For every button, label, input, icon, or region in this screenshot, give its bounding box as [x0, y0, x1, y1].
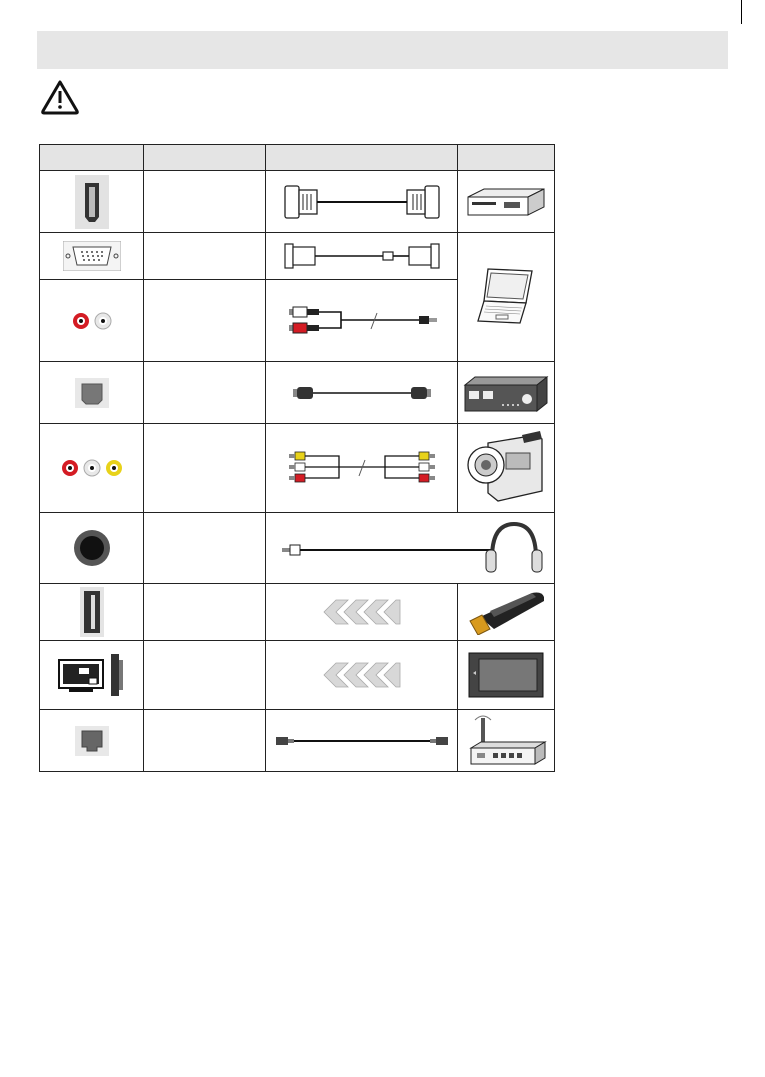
router-icon: [465, 714, 547, 768]
composite-port-icon: [59, 457, 125, 479]
row-label: [144, 710, 266, 772]
insert-arrows-icon: [322, 662, 402, 688]
table-row: [40, 641, 555, 710]
dvd-player-cell: [458, 171, 555, 233]
composite-port-cell: [40, 424, 144, 513]
column-header: [266, 145, 458, 171]
audio-receiver-cell: [458, 362, 555, 424]
table-row: [40, 171, 555, 233]
section-header-band: [37, 31, 728, 69]
ci-insert-cell: [266, 641, 458, 710]
column-header: [458, 145, 555, 171]
composite-cable-cell: [266, 424, 458, 513]
audio-rca-to-jack-cable-icon: [279, 299, 445, 343]
hdmi-port-cell: [40, 171, 144, 233]
router-cell: [458, 710, 555, 772]
vga-port-cell: [40, 233, 144, 280]
cam-module-icon: [467, 651, 545, 699]
ethernet-port-cell: [40, 710, 144, 772]
optical-port-cell: [40, 362, 144, 424]
audio-in-port-icon: [71, 311, 113, 331]
camcorder-cell: [458, 424, 555, 513]
row-label: [144, 280, 266, 362]
row-label: [144, 233, 266, 280]
table-row: [40, 584, 555, 641]
row-label: [144, 424, 266, 513]
table-row: [40, 424, 555, 513]
usb-insert-cell: [266, 584, 458, 641]
composite-av-cable-icon: [279, 446, 445, 490]
headphone-cable-icon: [270, 518, 550, 578]
optical-cable-icon: [279, 383, 445, 403]
audio-in-port-cell: [40, 280, 144, 362]
row-label: [144, 362, 266, 424]
ethernet-cable-icon: [272, 731, 452, 751]
row-label: [144, 641, 266, 710]
ci-slot-cell: [40, 641, 144, 710]
camcorder-icon: [466, 429, 546, 507]
table-row: [40, 233, 555, 280]
hdmi-cable-cell: [266, 171, 458, 233]
ci-slot-tv-icon: [55, 652, 129, 698]
row-label: [144, 584, 266, 641]
vga-port-icon: [63, 241, 121, 271]
insert-arrows-icon: [322, 599, 402, 625]
crop-mark: [741, 0, 742, 24]
table-row: [40, 513, 555, 584]
hdmi-cable-icon: [279, 180, 445, 224]
table-header-row: [40, 145, 555, 171]
laptop-cell: [458, 233, 555, 362]
optical-cable-cell: [266, 362, 458, 424]
cam-module-cell: [458, 641, 555, 710]
connection-table: [39, 144, 555, 772]
warning-icon: [40, 79, 80, 115]
dvd-player-icon: [464, 185, 548, 219]
headphone-cable-cell: [266, 513, 555, 584]
headphone-port-cell: [40, 513, 144, 584]
table-row: [40, 362, 555, 424]
table-row: [40, 710, 555, 772]
vga-cable-icon: [279, 241, 445, 271]
usb-port-cell: [40, 584, 144, 641]
ethernet-cable-cell: [266, 710, 458, 772]
headphones-icon: [486, 524, 542, 572]
laptop-icon: [476, 265, 536, 329]
optical-port-icon: [75, 378, 109, 408]
audio-receiver-icon: [463, 373, 549, 413]
column-header: [40, 145, 144, 171]
headphone-port-icon: [72, 528, 112, 568]
usb-stick-cell: [458, 584, 555, 641]
row-label: [144, 171, 266, 233]
column-header: [144, 145, 266, 171]
hdmi-port-icon: [75, 175, 109, 229]
audio-cable-cell: [266, 280, 458, 362]
ethernet-port-icon: [75, 726, 109, 756]
usb-stick-icon: [466, 589, 546, 635]
usb-port-icon: [80, 587, 104, 637]
vga-cable-cell: [266, 233, 458, 280]
row-label: [144, 513, 266, 584]
